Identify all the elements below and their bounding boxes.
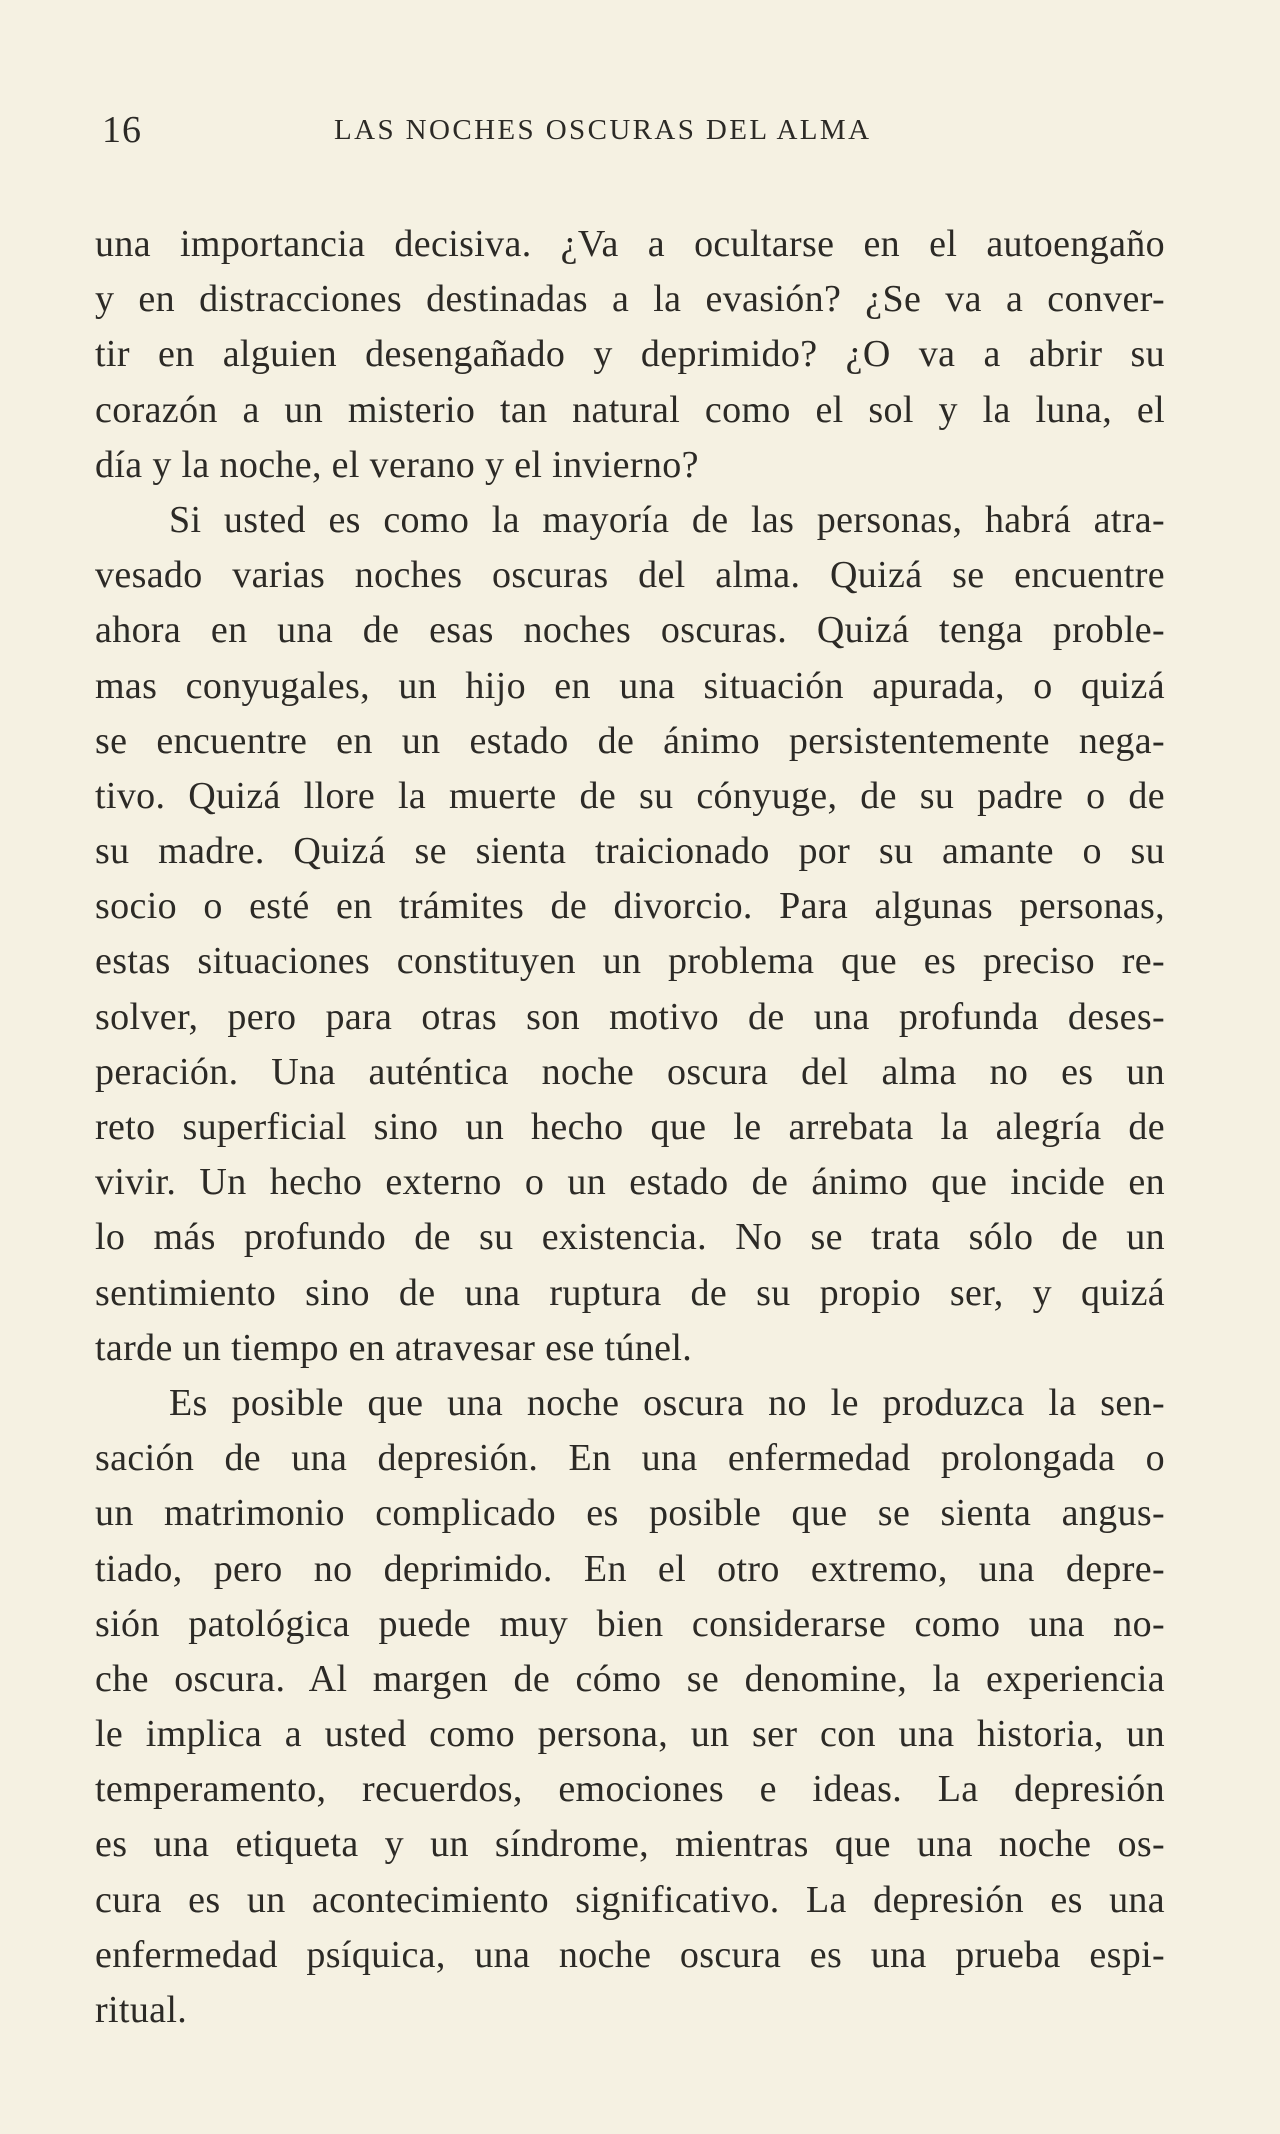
text-line: mas conyugales, un hijo en una situación apurada, o quizá (95, 664, 1165, 707)
text-line: reto superficial sino un hecho que le arrebata la alegría de (95, 1106, 1165, 1148)
text-line: vesado varias noches oscuras del alma. Quizá se encuentre (95, 554, 1165, 597)
text-line: enfermedad psíquica, una noche oscura es una prueba espi- (95, 1933, 1165, 1976)
paragraph-2 (95, 493, 1165, 1376)
text-line: tivo. Quizá llore la muerte de su cónyuge, de su padre o de (95, 774, 1165, 817)
text-line: tir en alguien desengañado y deprimido? ¿O va a abrir su (95, 333, 1165, 376)
running-title: LAS NOCHES OSCURAS DEL ALMA (334, 114, 872, 146)
text-line: le implica a usted como persona, un ser con una historia, un (95, 1713, 1165, 1756)
text-line: Es posible que una noche oscura no le produzca la sen- (169, 1381, 1165, 1424)
text-line: sación de una depresión. En una enfermedad prolongada o (95, 1437, 1165, 1480)
text-line: che oscura. Al margen de cómo se denomine, la experiencia (95, 1657, 1165, 1700)
text-line: un matrimonio complicado es posible que se sienta angus- (95, 1492, 1165, 1535)
text-line: vivir. Un hecho externo o un estado de ánimo que incide en (95, 1161, 1165, 1204)
text-line: peración. Una auténtica noche oscura del alma no es un (95, 1050, 1165, 1093)
text-line: estas situaciones constituyen un problema que es preciso re- (95, 940, 1165, 983)
text-line: sentimiento sino de una ruptura de su propio ser, y quizá (95, 1271, 1165, 1314)
text-line: temperamento, recuerdos, emociones e ideas. La depresión (95, 1768, 1165, 1811)
text-line: cura es un acontecimiento significativo. La depresión es una (95, 1878, 1165, 1921)
paragraph-1 (95, 217, 1165, 493)
text-line: se encuentre en un estado de ánimo persistentemente nega- (95, 719, 1165, 762)
text-line: ritual. (95, 1989, 188, 2031)
body-text (95, 217, 1165, 2038)
text-line: lo más profundo de su existencia. No se trata sólo de un (95, 1216, 1165, 1259)
page-header (102, 108, 1162, 158)
text-line: y en distracciones destinadas a la evasión? ¿Se va a conver- (95, 278, 1165, 321)
text-line: es una etiqueta y un síndrome, mientras que una noche os- (95, 1823, 1165, 1866)
text-line: tiado, pero no deprimido. En el otro extremo, una depre- (95, 1547, 1165, 1590)
text-line: día y la noche, el verano y el invierno? (95, 443, 699, 486)
text-line: corazón a un misterio tan natural como el sol y la luna, el (95, 388, 1165, 431)
text-line: Si usted es como la mayoría de las personas, habrá atra- (169, 498, 1165, 541)
text-line: una importancia decisiva. ¿Va a ocultarse en el autoengaño (95, 223, 1165, 265)
text-line: socio o esté en trámites de divorcio. Para algunas personas, (95, 885, 1165, 928)
paragraph-3 (95, 1376, 1165, 2038)
page-number: 16 (102, 109, 142, 151)
text-line: ahora en una de esas noches oscuras. Quizá tenga proble- (95, 609, 1165, 652)
text-line: sión patológica puede muy bien considerarse como una no- (95, 1602, 1165, 1645)
text-line: su madre. Quizá se sienta traicionado por su amante o su (95, 830, 1165, 873)
text-line: solver, pero para otras son motivo de una profunda deses- (95, 995, 1165, 1038)
text-line: tarde un tiempo en atravesar ese túnel. (95, 1326, 693, 1369)
